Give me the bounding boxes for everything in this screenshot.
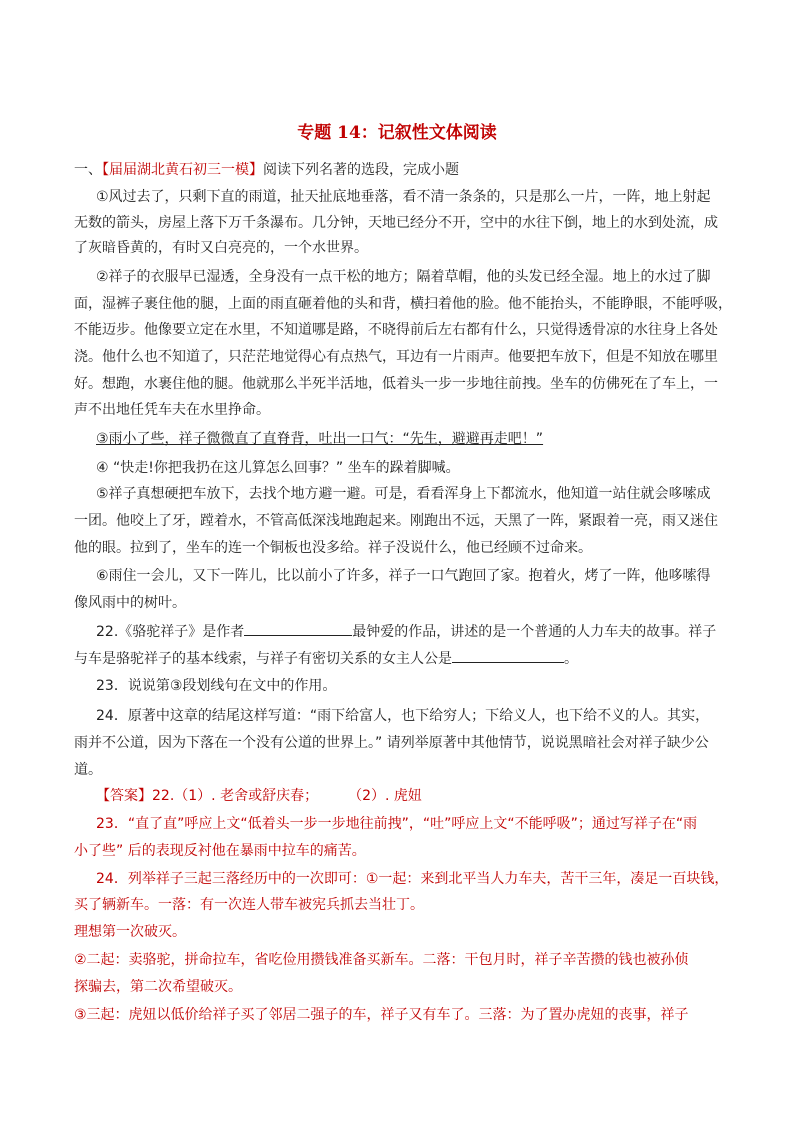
answer-24-line3: 理想第一次破灭。	[74, 924, 186, 940]
passage-p2-line6: 声不出地任凭车夫在水里挣命。	[74, 402, 270, 418]
answer-blank-author	[244, 621, 352, 636]
answer-23-line1: 23．“直了直”呼应上文“低着头一步一步地往前拽”，“吐”呼应上文“不能呼吸”；通过写祥子在“雨	[96, 816, 698, 832]
answer-24-line2: 买了辆新车。一落：有一次连人带车被宪兵抓去当壮丁。	[74, 897, 424, 913]
section-1-heading	[74, 160, 459, 180]
answer-22-2: （2）. 虎妞	[348, 788, 422, 804]
passage-p4: ④ “快走!你把我扔在这儿算怎么回事？” 坐车的跺着脚喊。	[96, 460, 460, 476]
passage-p2-line4: 浇。他什么也不知道了，只茫茫地觉得心有点热气，耳边有一片雨声。他要把车放下，但是不知放在哪里	[74, 349, 718, 365]
passage-p1-line3: 了灰暗昏黄的，有时又白亮亮的，一个水世界。	[74, 240, 368, 256]
passage-p5-line1: ⑤祥子真想硬把车放下，去找个地方避一避。可是，看看浑身上下都流水，他知道一站住就会哆嗦成	[96, 486, 711, 502]
question-24-line2: 雨并不公道，因为下落在一个没有公道的世界上。” 请列举原著中其他情节，说说黑暗社会对祥子缺少公	[74, 735, 709, 751]
q22-text-c: 与车是骆驼祥子的基本线索，与祥子有密切关系的女主人公是	[74, 651, 452, 667]
answer-label: 【答案】	[96, 788, 152, 804]
passage-p6-line2: 像风雨中的树叶。	[74, 595, 186, 611]
question-22-line1	[96, 621, 716, 642]
q22-text-d: 。	[564, 651, 578, 667]
answer-24-line1	[96, 869, 728, 889]
answer-24-intro: 24．列举祥子三起三落经历中的一次即可：	[96, 871, 366, 887]
answer-blank-heroine	[452, 648, 564, 663]
q22-text-b: 最钟爱的作品，讲述的是一个普通的人力车夫的故事。祥子	[352, 624, 717, 640]
passage-p2-line5: 好。想跑，水裹住他的腿。他就那么半死半活地，低着头一步一步地往前拽。坐车的仿佛死在了车上，一	[74, 376, 718, 392]
source-tag: 【届届湖北黄石初三一模】	[102, 162, 263, 178]
passage-p1-line2: 无数的箭头，房屋上落下万千条瀑布。几分钟，天地已经分不开，空中的水往下倒，地上的水到处流，成	[74, 215, 718, 231]
answer-24-item1: ①一起：来到北平当人力车夫，苦干三年，凑足一百块钱，	[365, 871, 729, 887]
answer-22	[96, 786, 422, 806]
passage-p5-line2: 一团。他咬上了牙，蹚着水，不管高低深浅地跑起来。刚跑出不远，天黑了一阵，紧跟着一亮，雨又迷住	[74, 513, 718, 529]
answer-24-item2-line1: ②二起：卖骆驼，拼命拉车，省吃俭用攒钱准备买新车。二落：干包月时，祥子辛苦攒的钱也被孙侦	[74, 952, 689, 968]
passage-p6-line1: ⑥雨住一会儿，又下一阵儿，比以前小了许多，祥子一口气跑回了家。抱着火，烤了一阵，他哆嗦得	[96, 568, 711, 584]
section-label: 一、	[74, 162, 102, 178]
passage-p2-line2: 面，湿裤子裹住他的腿，上面的雨直砸着他的头和背，横扫着他的脸。他不能抬头，不能睁眼，不能呼吸，	[74, 296, 732, 312]
passage-p3-underlined: ③雨小了些，祥子微微直了直脊背，吐出一口气：“先生，避避再走吧！”	[96, 431, 544, 447]
question-24-line3: 道。	[74, 762, 102, 778]
answer-23-line2: 小了些” 后的表现反衬他在暴雨中拉车的痛苦。	[74, 843, 366, 859]
passage-p2-line3: 不能迈步。他像要立定在水里，不知道哪是路，不晓得前后左右都有什么，只觉得透骨凉的水往身上各处	[74, 322, 718, 338]
section-instruction: 阅读下列名著的选段，完成小题	[263, 162, 459, 178]
passage-p5-line3: 他的眼。拉到了，坐车的连一个铜板也没多给。祥子没说什么，他已经顾不过命来。	[74, 540, 592, 556]
question-22-line2	[74, 648, 578, 669]
answer-24-item2-line2: 探骗去，第二次希望破灭。	[74, 979, 242, 995]
passage-p2-line1: ②祥子的衣服早已湿透，全身没有一点干松的地方；隔着草帽，他的头发已经全湿。地上的水过了脚	[96, 269, 711, 285]
answer-24-item3-line1: ③三起：虎妞以低价给祥子买了邻居二强子的车，祥子又有车了。三落：为了置办虎妞的丧事，祥子	[74, 1007, 689, 1023]
q22-text-a: 22.《骆驼祥子》是作者	[96, 624, 245, 640]
question-23: 23．说说第③段划线句在文中的作用。	[96, 678, 337, 694]
question-24-line1: 24．原著中这章的结尾这样写道：“雨下给富人，也下给穷人；下给义人，也下给不义的人。其实，	[96, 708, 710, 724]
answer-22-1: 22.（1）. 老舍或舒庆春；	[152, 788, 319, 804]
passage-p1-line1: ①风过去了，只剩下直的雨道，扯天扯底地垂落，看不清一条条的，只是那么一片，一阵，地上射起	[96, 189, 711, 205]
page-title: 专题 14：记叙性文体阅读	[297, 123, 497, 143]
